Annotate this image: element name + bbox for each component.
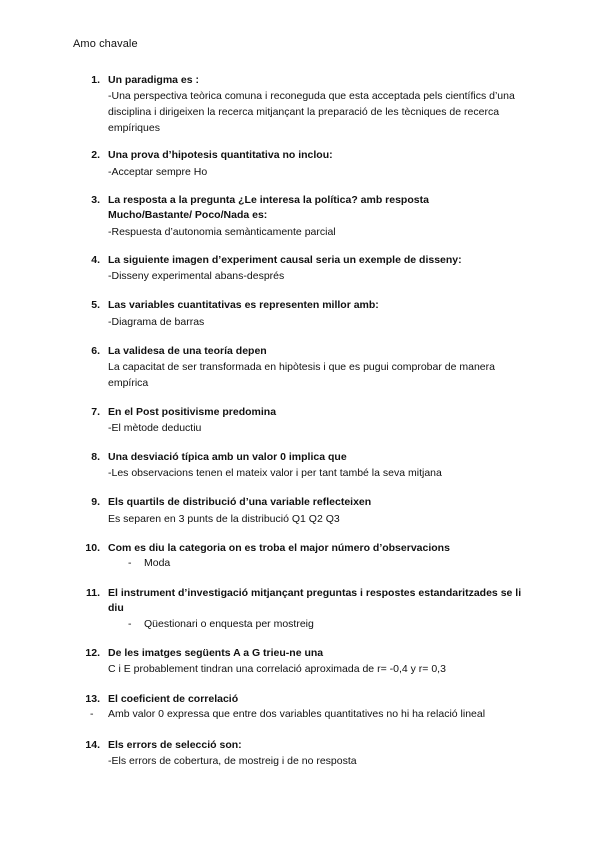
question-answer: -Disseny experimental abans-després [108, 270, 285, 282]
question-number: 4. [91, 254, 100, 266]
question-answer: -Els errors de cobertura, de mostreig i de no resposta [108, 755, 357, 767]
question-title: Las variables cuantitativas es representen millor amb: [108, 299, 379, 311]
question-answer: -Respuesta d’autonomia semànticamente parcial [108, 226, 336, 238]
question-answer: La capacitat de ser transformada en hipòtesis i que es pugui comprobar de manera empírica [108, 361, 495, 389]
bullet-dash: - [128, 618, 132, 630]
question-number: 1. [91, 74, 100, 86]
question-answer: -Diagrama de barras [108, 316, 205, 328]
question-title: La siguiente imagen d’experiment causal seria un exemple de disseny: [108, 254, 462, 266]
author-name: Amo chavale [73, 38, 138, 50]
question-number: 6. [91, 345, 100, 357]
question-title: Com es diu la categoria on es troba el major número d’observacions [108, 542, 450, 554]
question-title: La resposta a la pregunta ¿Le interesa la política? amb resposta Mucho/Bastante/ Poco/Nada es: [108, 194, 429, 221]
question-title: El coeficient de correlació [108, 693, 239, 705]
question-number: 5. [91, 299, 100, 311]
question-number: 9. [91, 496, 100, 508]
question-answer: C i E probablement tindran una correlació aproximada de r= -0,4 y r= 0,3 [108, 663, 446, 675]
question-title: Una prova d’hipotesis quantitativa no inclou: [108, 149, 333, 161]
question-number: 3. [91, 194, 100, 206]
question-title: La validesa de una teoría depen [108, 345, 267, 357]
question-answer: Qüestionari o enquesta per mostreig [144, 618, 314, 630]
question-number: 7. [91, 406, 100, 418]
question-number: 14. [85, 739, 100, 751]
question-answer: -El mètode deductiu [108, 422, 202, 434]
question-number: 8. [91, 451, 100, 463]
question-title: Una desviació típica amb un valor 0 implica que [108, 451, 347, 463]
question-number: 13. [85, 693, 100, 705]
question-title: Un paradigma es : [108, 74, 200, 86]
question-title: Els quartils de distribució d’una variable reflecteixen [108, 496, 372, 508]
question-answer: -Acceptar sempre Ho [108, 166, 208, 178]
bullet-dash: - [128, 557, 132, 569]
question-title: De les imatges següents A a G trieu-ne una [108, 647, 324, 659]
question-answer: Moda [144, 557, 171, 569]
question-answer: -Una perspectiva teòrica comuna i reconeguda que esta acceptada pels científics d’una disciplina i dirigeixen la recerca mitjançant la preparació de les tècniques de recerca empíriques [108, 90, 515, 134]
question-number: 12. [85, 647, 100, 659]
question-title: En el Post positivisme predomina [108, 406, 277, 418]
question-number: 11. [85, 587, 100, 599]
question-answer: Amb valor 0 expressa que entre dos variables quantitatives no hi ha relació lineal [108, 708, 486, 720]
question-answer: -Les observacions tenen el mateix valor i per tant també la seva mitjana [108, 467, 442, 479]
bullet-dash: - [90, 708, 94, 720]
question-number: 2. [91, 149, 100, 161]
question-title: Els errors de selecció son: [108, 739, 242, 751]
question-answer: Es separen en 3 punts de la distribució Q1 Q2 Q3 [108, 513, 340, 525]
question-number: 10. [85, 542, 100, 554]
question-title: El instrument d’investigació mitjançant preguntas i respostes estandaritzades se li diu [108, 587, 522, 614]
